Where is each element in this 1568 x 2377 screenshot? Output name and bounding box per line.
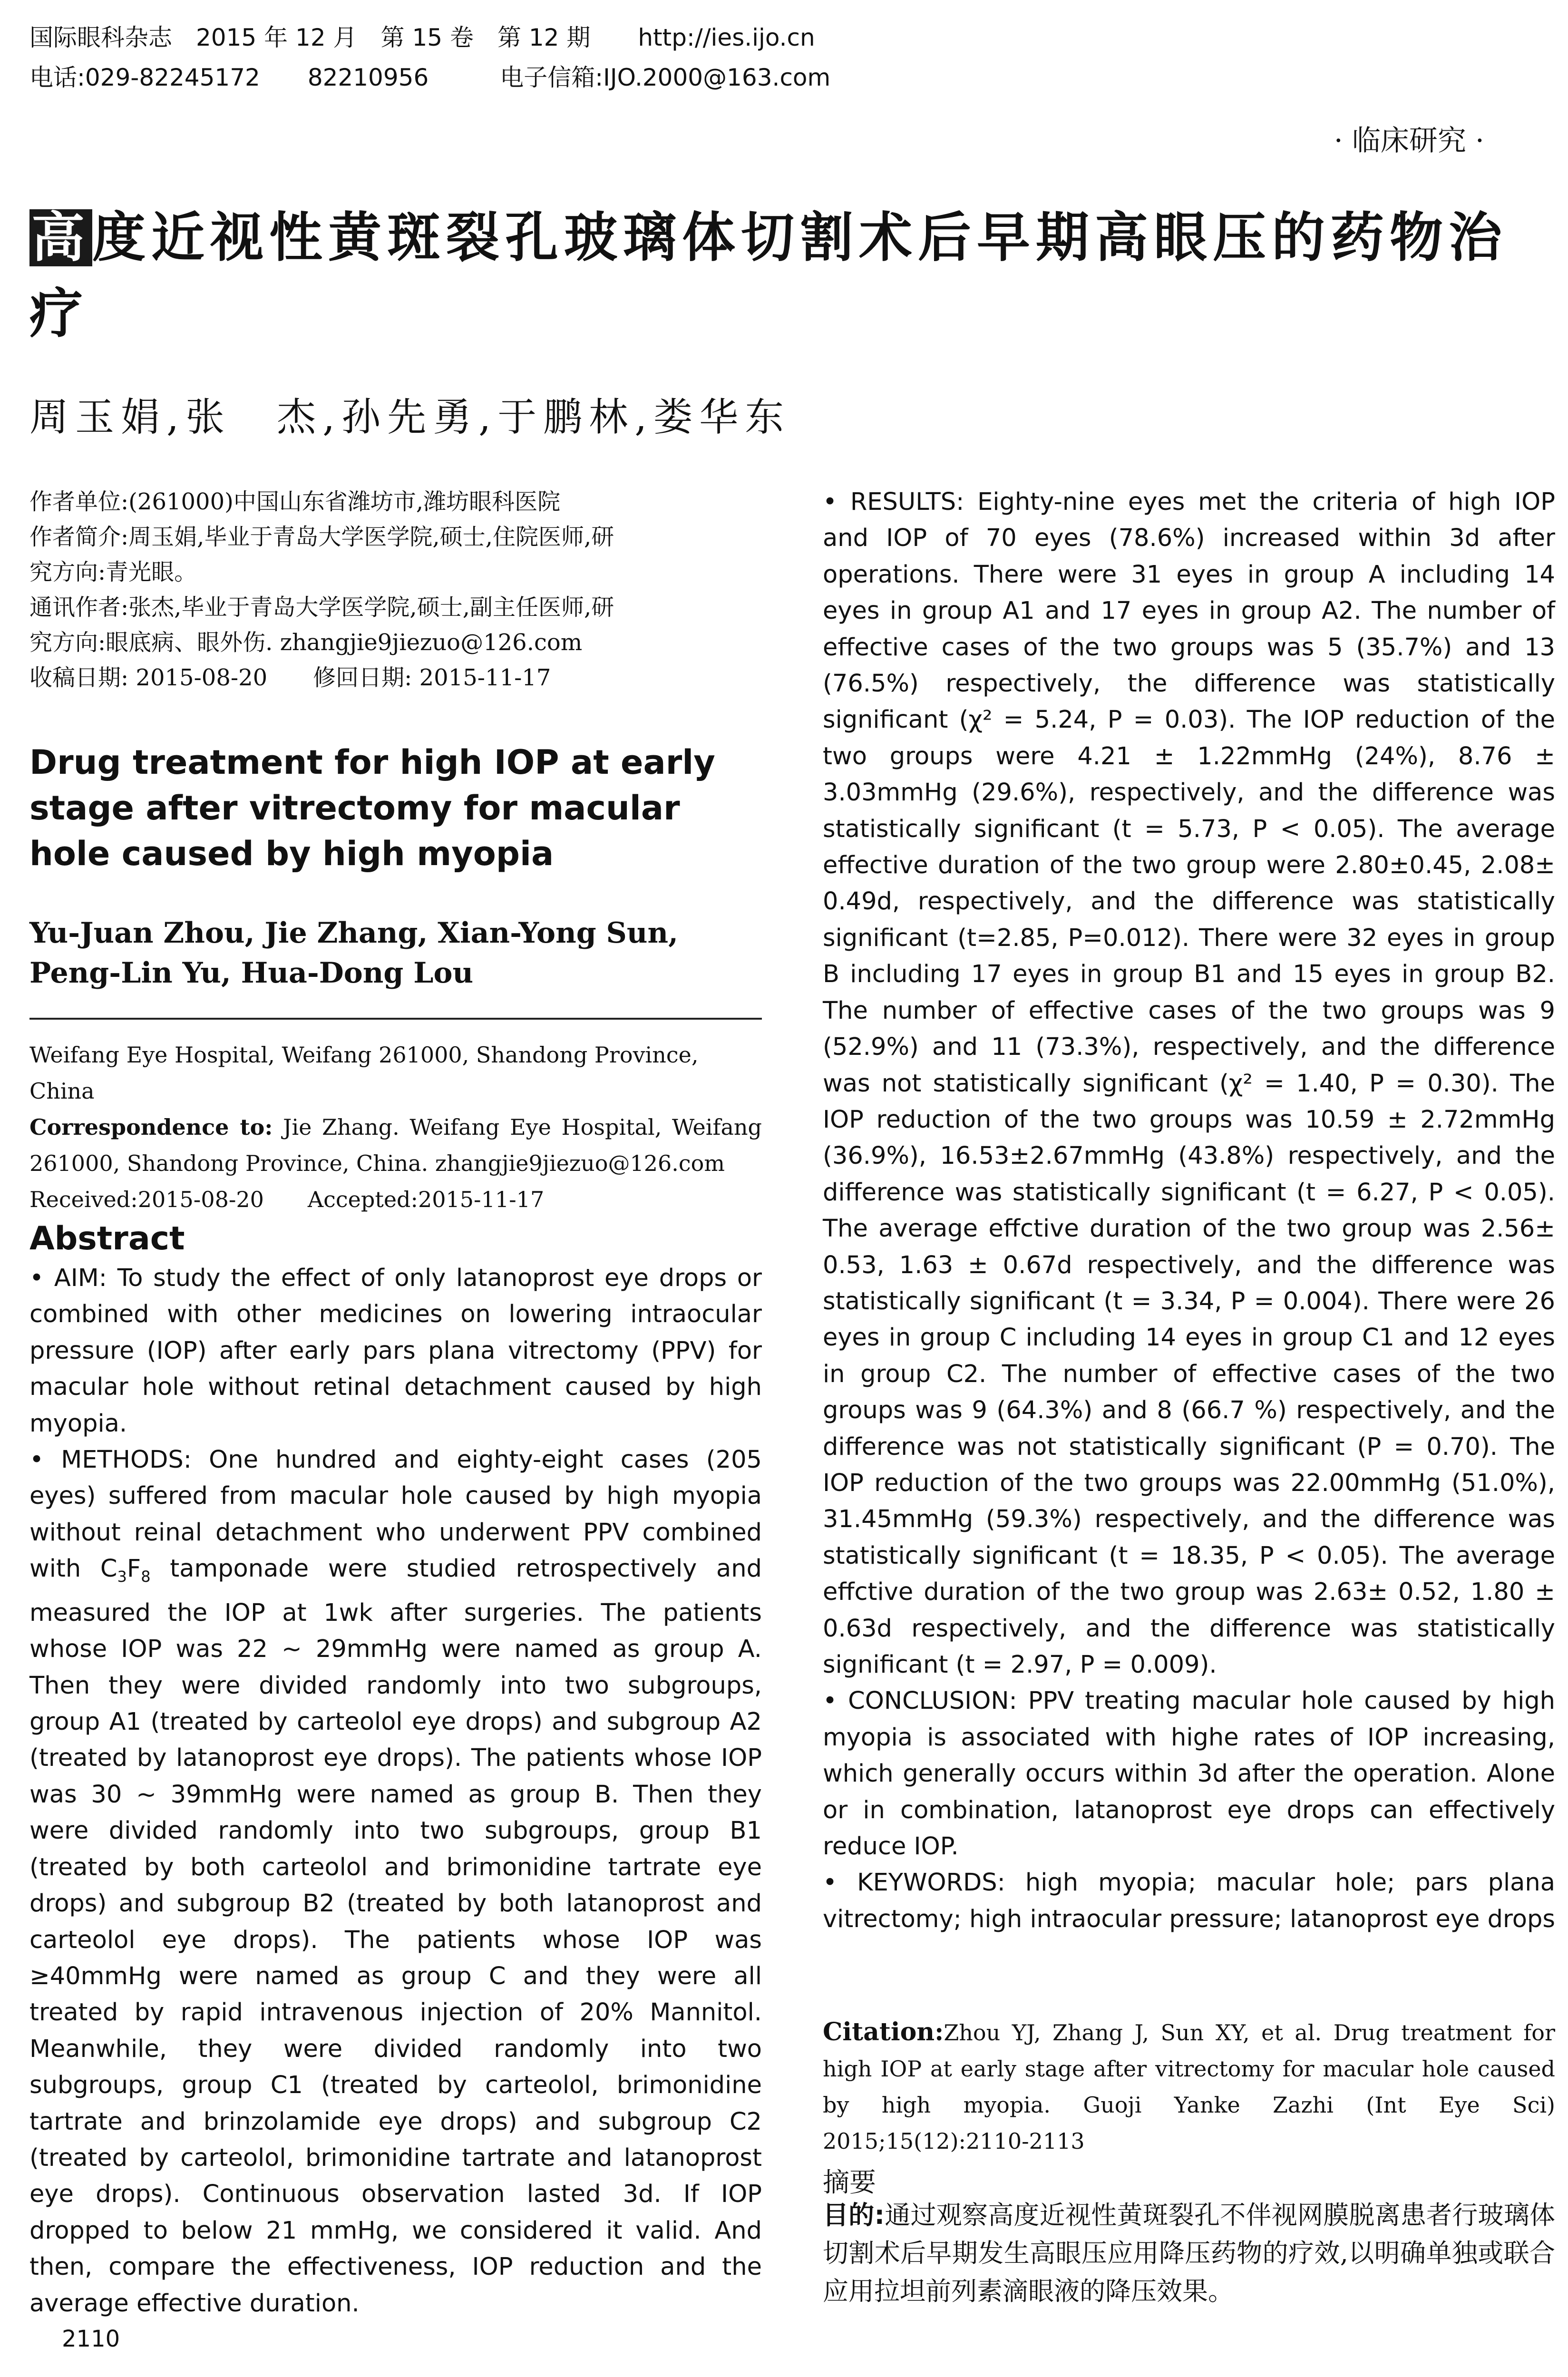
abstract-methods: [29, 1442, 762, 2322]
author-bio-cont: 究方向:青光眼。: [29, 559, 197, 585]
abstract-keywords: • KEYWORDS: high myopia; macular hole; pars plana vitrectomy; high intraocular pressure; latanoprost eye drops: [823, 1869, 1555, 1933]
authors-en: Yu-Juan Zhou, Jie Zhang, Xian-Yong Sun, Peng-Lin Yu, Hua-Dong Lou: [29, 916, 679, 990]
title-rest: 度近视性黄斑裂孔玻璃体切割术后早期高眼压的药物治疗: [29, 207, 1508, 345]
citation-label: Citation:: [823, 2017, 944, 2046]
methods-sub-8: 8: [141, 1568, 151, 1586]
zhaiyao-aim-label: 目的:: [823, 2200, 885, 2230]
article-title-en: Drug treatment for high IOP at early stage after vitrectomy for macular hole caused by high myopia: [29, 743, 715, 873]
methods-text-b: tamponade were studied retrospectively and measured the IOP at 1wk after surgeries. The patients whose IOP was 22 ~ 29mmHg were named as group A. Then they were divided randomly into two subgroups, group A1 (treated by carteolol eye drops) and subgroup A2 (treated by latanoprost eye drops). The patients whose IOP was 30 ~ 39mmHg were named as group B. Then they were divided randomly into two subgroups, group B1 (treated by both carteolol and brimonidine tartrate eye drops) and subgroup B2 (treated by both latanoprost and carteolol eye drops). The patients whose IOP was ≥40mmHg were named as group C and they were all treated by rapid intravenous injection of 20% Mannitol. Meanwhile, they were divided randomly into two subgroups, group C1 (treated by carteolol, brimonidine tartrate and brinzolamide eye drops) and subgroup C2 (treated by carteolol, brimonidine tartrate and latanoprost eye drops). Continuous observation lasted 3d. If IOP dropped to below 21 mmHg, we considered it valid. And then, compare the effectiveness, IOP reduction and the average effective duration.: [29, 1555, 762, 2318]
correspondence-label: Correspondence to:: [29, 1114, 273, 1140]
title-initial: 高: [29, 209, 92, 266]
journal-header-line2: 电话:029-82245172 82210956 电子信箱:IJO.2000@163.com: [29, 64, 831, 91]
page-number: 2110: [62, 2326, 120, 2352]
abstract-results: • RESULTS: Eighty-nine eyes met the criteria of high IOP and IOP of 70 eyes (78.6%) increased within 3d after operations. There were 31 eyes in group A including 14 eyes in group A1 and 17 eyes in group A2. The number of effective cases of the two groups was 5 (35.7%) and 13 (76.5%) respectively, the difference was statistically significant (χ² = 5.24, P = 0.03). The IOP reduction of the two groups were 4.21 ± 1.22mmHg (24%), 8.76 ± 3.03mmHg (29.6%), respectively, and the difference was statistically significant (t = 5.73, P < 0.05). The average effective duration of the two group were 2.80±0.45, 2.08± 0.49d, respectively, and the difference was statistically significant (t=2.85, P=0.012). There were 32 eyes in group B including 17 eyes in group B1 and 15 eyes in group B2. The number of effective cases of the two groups was 9 (52.9%) and 11 (73.3%), respectively, and the difference was not statistically significant (χ² = 1.40, P = 0.30). The IOP reduction of the two groups was 10.59 ± 2.72mmHg (36.9%), 16.53±2.67mmHg (43.8%) respectively, and the difference was statistically significant (t = 6.27, P < 0.05). The average effctive duration of the two group was 2.56± 0.53, 1.63 ± 0.67d respectively, and the difference was statistically significant (t = 3.34, P = 0.004). There were 26 eyes in group C including 14 eyes in group C1 and 12 eyes in group C2. The number of effective cases of the two groups was 9 (64.3%) and 8 (66.7 %) respectively, and the difference was not statistically significant (P = 0.70). The IOP reduction of the two groups was 22.00mmHg (51.0%), 31.45mmHg (59.3%) respectively, and the difference was statistically significant (t = 18.35, P < 0.05). The average effctive duration of the two group was 2.63± 0.52, 1.80 ± 0.63d respectively, and the difference was statistically significant (t = 2.97, P = 0.009).: [823, 488, 1555, 1679]
zhaiyao-heading: 摘要: [823, 2167, 876, 2198]
methods-sub-3: 3: [117, 1568, 127, 1586]
corresponding-author-cont: 究方向:眼底病、眼外伤. zhangjie9jiezuo@126.com: [29, 629, 583, 656]
citation-block: [823, 2014, 1555, 2159]
zhaiyao-aim-text: 通过观察高度近视性黄斑裂孔不伴视网膜脱离患者行玻璃体切割术后早期发生高眼压应用降压药物的疗效,以明确单独或联合应用拉坦前列素滴眼液的降压效果。: [823, 2200, 1555, 2306]
citation-text: Zhou YJ, Zhang J, Sun XY, et al. Drug treatment for high IOP at early stage after vitrectomy for macular hole caused by high myopia. Guoji Yanke Zazhi (Int Eye Sci) 2015;15(12):2110-2113: [823, 2020, 1555, 2154]
received-dates-en: Received:2015-08-20 Accepted:2015-11-17: [29, 1187, 545, 1212]
corresponding-author: 通讯作者:张杰,毕业于青岛大学医学院,硕士,副主任医师,研: [29, 594, 614, 621]
methods-text-f: F: [127, 1555, 141, 1583]
authors-cn: 周玉娟,张 杰,孙先勇,于鹏林,娄华东: [29, 395, 791, 440]
abstract-aim: • AIM: To study the effect of only latanoprost eye drops or combined with other medicines on lowering intraocular pressure (IOP) after early pars plana vitrectomy (PPV) for macular hole without retinal detachment caused by high myopia.: [29, 1264, 762, 1438]
zhaiyao-text: [823, 2196, 1555, 2310]
author-info-block: [29, 484, 762, 695]
divider-rule: [29, 1018, 762, 1020]
correspondence-text: Jie Zhang. Weifang Eye Hospital, Weifang 261000, Shandong Province, China. zhangjie9jiezuo@126.com: [29, 1114, 762, 1176]
abstract-left-column: [29, 1260, 762, 2322]
section-label: · 临床研究 ·: [1334, 124, 1484, 157]
affiliation-block: [29, 1037, 762, 1218]
author-bio: 作者简介:周玉娟,毕业于青岛大学医学院,硕士,住院医师,研: [29, 524, 614, 550]
abstract-heading: Abstract: [29, 1220, 185, 1257]
abstract-right-column: [823, 484, 1555, 1938]
received-dates-cn: 收稿日期: 2015-08-20 修回日期: 2015-11-17: [29, 664, 551, 691]
article-title-cn: [29, 200, 1542, 352]
abstract-conclusion: • CONCLUSION: PPV treating macular hole caused by high myopia is associated with highe rates of IOP increasing, which generally occurs within 3d after the operation. Alone or in combination, latanoprost eye drops can effectively reduce IOP.: [823, 1687, 1555, 1861]
methods-text-a: • METHODS: One hundred and eighty-eight cases (205 eyes) suffered from macular hole caused by high myopia without reinal detachment who underwent PPV combined with C: [29, 1446, 762, 1583]
affiliation-line: Weifang Eye Hospital, Weifang 261000, Shandong Province, China: [29, 1042, 699, 1104]
author-unit: 作者单位:(261000)中国山东省潍坊市,潍坊眼科医院: [29, 488, 561, 515]
correspondence: [29, 1109, 762, 1181]
journal-header-line1: 国际眼科杂志 2015 年 12 月 第 15 卷 第 12 期 http://ies.ijo.cn: [29, 24, 815, 51]
